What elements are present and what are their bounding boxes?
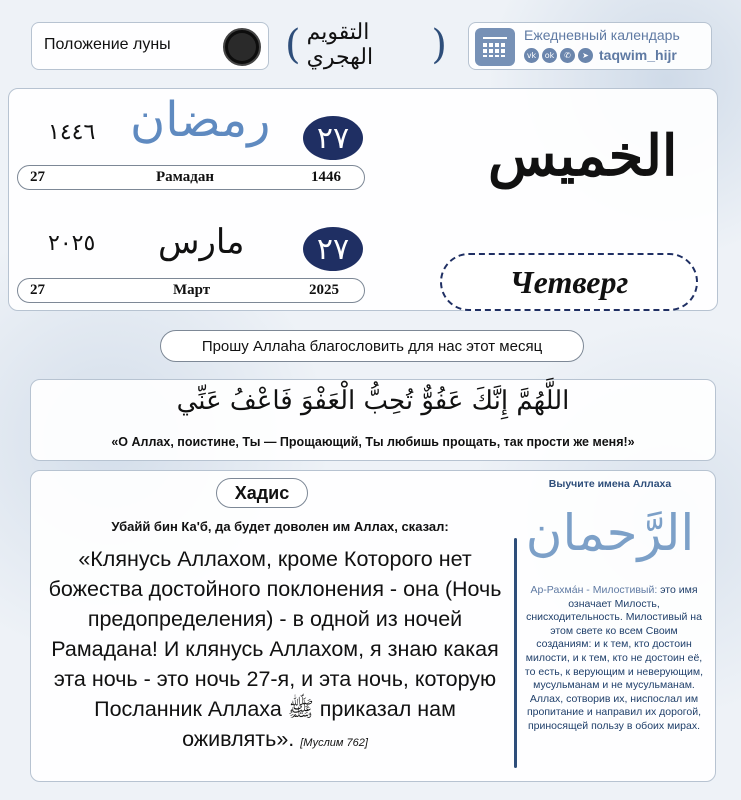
hadith-label-pill xyxy=(216,478,308,508)
dua-translation: «О Аллах, поистине, Ты — Прощающий, Ты любишь прощать, так прости же меня!» xyxy=(111,435,635,449)
name-description: это имя означает Милость, снисходительность. Милостивый на этом свете ко всем Своим созданиям: и к тем, кто достоин милости, и к тем, кто не достоин её, то есть, к верующим и неверующим, мусульманам и не мусульманам. Аллах, сотворив их, ниспослал им пропитание и направил их дорогой, приносящей пользу в обоих мирах. xyxy=(524,584,704,732)
vk-icon[interactable]: vk xyxy=(524,48,539,63)
bracket-right-icon: ) xyxy=(431,22,447,68)
calendar-grid-icon xyxy=(475,28,515,66)
greg-month-arabic: مارس xyxy=(158,222,245,262)
bracket-left-icon: ( xyxy=(285,22,301,68)
whatsapp-icon[interactable]: ✆ xyxy=(560,48,575,63)
name-arabic: الرَّحمان xyxy=(525,504,695,562)
hijri-calendar-title: التقويم الهجري xyxy=(306,20,374,70)
names-title: Выучите имена Аллаха xyxy=(548,478,672,490)
daily-calendar-box[interactable] xyxy=(468,22,712,70)
hijri-date-pill xyxy=(17,165,365,190)
hijri-month-arabic: رمضان xyxy=(130,92,271,148)
hadith-narrator: Убайй бин Ка'б, да будет доволен им Аллах, сказал: xyxy=(111,519,449,534)
hijri-calendar-logo xyxy=(285,14,447,76)
dua-arabic: اللَّهُمَّ إِنَّكَ عَفُوٌّ تُحِبُّ الْعَفْوَ فَاعْفُ عَنِّي xyxy=(176,386,570,416)
name-description-block xyxy=(524,584,704,734)
social-handle[interactable]: taqwim_hijr xyxy=(599,47,677,63)
dua-heading-pill xyxy=(160,330,584,362)
greg-day: 27 xyxy=(30,282,45,298)
moon-phase-box xyxy=(31,22,269,70)
hadith-label: Хадис xyxy=(234,482,290,503)
dua-heading: Прошу Аллаhа благословить для нас этот месяц xyxy=(201,337,543,355)
telegram-icon[interactable]: ➤ xyxy=(578,48,593,63)
social-links xyxy=(524,47,677,63)
weekday-arabic: الخميس xyxy=(488,123,678,189)
hijri-day-badge: ٢٧ xyxy=(303,116,363,160)
greg-year: 2025 xyxy=(309,282,339,298)
weekday-russian: Четверг xyxy=(440,253,698,311)
hijri-year: 1446 xyxy=(311,169,341,185)
greg-day-badge: ٢٧ xyxy=(303,227,363,271)
greg-year-arabic: ٢٠٢٥ xyxy=(48,231,96,256)
ok-icon[interactable]: ok xyxy=(542,48,557,63)
daily-calendar-title: Ежедневный календарь xyxy=(524,27,680,43)
moon-phase-label: Положение луны xyxy=(44,36,171,53)
greg-date-pill xyxy=(17,278,365,303)
dua-panel xyxy=(30,379,716,461)
name-highlight: Ар-Рахма́н - Милостивый: xyxy=(530,584,658,596)
hijri-month: Рамадан xyxy=(156,169,215,185)
greg-month: Март xyxy=(173,282,211,298)
hijri-day: 27 xyxy=(30,169,45,185)
hadith-source: [Муслим 762] xyxy=(300,737,368,749)
hijri-year-arabic: ١٤٤٦ xyxy=(48,120,96,145)
hadith-text-block xyxy=(40,544,510,758)
names-of-allah-column xyxy=(512,478,708,778)
hadith-text: «Клянусь Аллахом, кроме Которого нет божества достойного поклонения - она (Ночь предопределения) - в одной из ночей Рамадана! И клянусь Аллахом, я знаю какая эта ночь - это ночь 27-я, и эта ночь, которую Посланник Аллаха ﷺ приказал нам оживлять». xyxy=(48,547,502,751)
moon-icon xyxy=(223,28,261,66)
names-divider xyxy=(514,538,517,768)
